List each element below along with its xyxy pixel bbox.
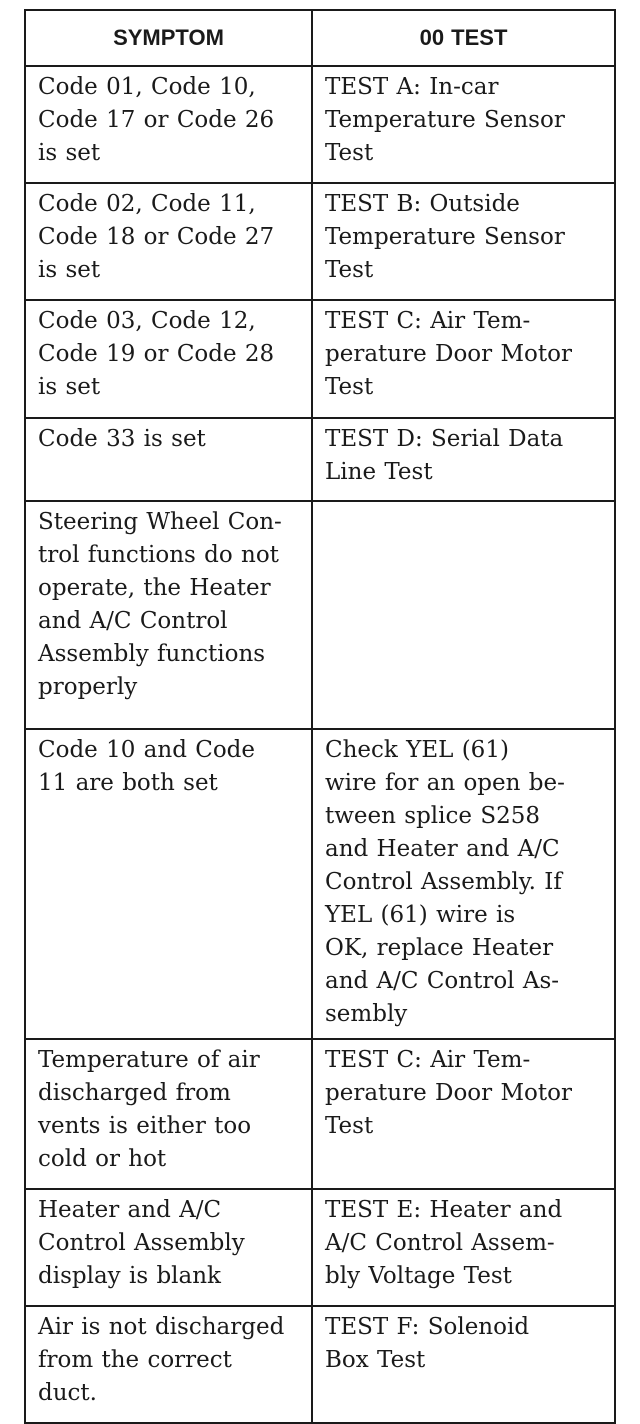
symptom-column-header: SYMPTOM <box>25 10 312 66</box>
table-header <box>25 10 615 66</box>
table-row <box>25 300 615 418</box>
symptom-text: Temperature of air discharged from vents is either too cold or hot <box>38 1047 260 1172</box>
test-column-header: 00 TEST <box>312 10 615 66</box>
symptom-cell <box>25 1189 312 1306</box>
symptom-text: Steering Wheel Con- trol functions do not operate, the Heater and A/C Control Assembly functions properly <box>38 509 282 700</box>
test-text: TEST E: Heater and A/C Control Assem- bly Voltage Test <box>325 1197 563 1289</box>
symptom-cell <box>25 300 312 418</box>
test-text: TEST F: Solenoid Box Test <box>325 1314 530 1373</box>
test-cell <box>312 729 615 1039</box>
symptom-cell <box>25 729 312 1039</box>
symptom-text: Air is not discharged from the correct duct. <box>38 1314 285 1406</box>
test-cell <box>312 1189 615 1306</box>
test-cell <box>312 300 615 418</box>
test-cell <box>312 1039 615 1189</box>
symptom-cell <box>25 183 312 300</box>
symptom-text: Code 01, Code 10, Code 17 or Code 26 is set <box>38 74 275 166</box>
test-cell <box>312 66 615 183</box>
table-body <box>25 66 615 1423</box>
table-row <box>25 183 615 300</box>
test-text: TEST A: In-car Temperature Sensor Test <box>325 74 565 166</box>
table-row <box>25 501 615 729</box>
symptom-text: Code 02, Code 11, Code 18 or Code 27 is set <box>38 191 275 283</box>
test-text: TEST C: Air Tem- perature Door Motor Test <box>325 308 572 400</box>
test-text: TEST C: Air Tem- perature Door Motor Test <box>325 1047 572 1139</box>
table-row <box>25 1306 615 1423</box>
test-cell <box>312 183 615 300</box>
header-row <box>25 10 615 66</box>
test-cell <box>312 1306 615 1423</box>
symptom-cell <box>25 66 312 183</box>
symptom-cell <box>25 418 312 501</box>
symptom-cell <box>25 1306 312 1423</box>
test-cell <box>312 418 615 501</box>
table-row <box>25 1189 615 1306</box>
symptom-cell <box>25 501 312 729</box>
symptom-text: Code 33 is set <box>38 426 206 452</box>
test-text: TEST D: Serial Data Line Test <box>325 426 564 485</box>
test-cell <box>312 501 615 729</box>
table-row <box>25 729 615 1039</box>
symptom-text: Code 03, Code 12, Code 19 or Code 28 is set <box>38 308 275 400</box>
symptom-test-table <box>24 9 616 1424</box>
symptom-text: Code 10 and Code 11 are both set <box>38 737 256 796</box>
table-row <box>25 418 615 501</box>
test-text: TEST B: Outside Temperature Sensor Test <box>325 191 565 283</box>
symptom-cell <box>25 1039 312 1189</box>
test-text: Check YEL (61) wire for an open be- tween splice S258 and Heater and A/C Control Assembly. If YEL (61) wire is OK, replace Heater and A/C Control As- sembly <box>325 737 565 1027</box>
symptom-text: Heater and A/C Control Assembly display is blank <box>38 1197 245 1289</box>
table-row <box>25 66 615 183</box>
table-row <box>25 1039 615 1189</box>
